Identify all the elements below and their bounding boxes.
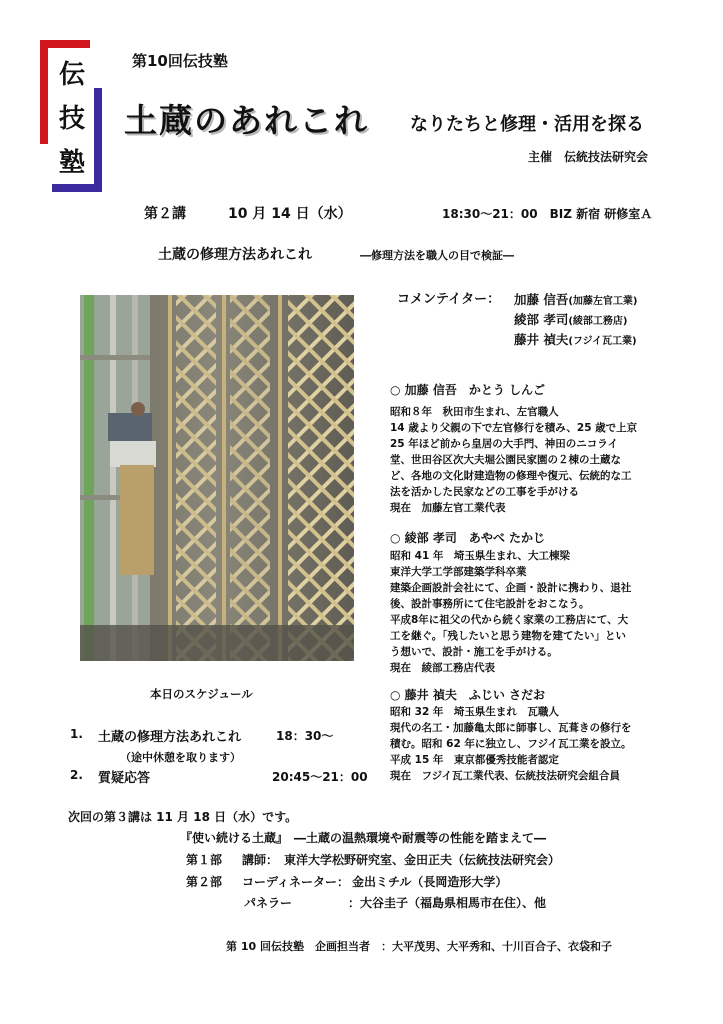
bio-line: 堂、世田谷区次大夫堀公園民家園の２棟の土蔵な: [390, 454, 621, 466]
part-number: 第２部: [186, 875, 223, 889]
lecture-date: 10 月 14 日（水）: [228, 206, 352, 222]
schedule-note: （途中休憩を取ります）: [120, 751, 241, 764]
next-lecture-intro: 次回の第３講は 11 月 18 日（水）です。: [68, 810, 298, 824]
logo-char-1: 伝: [58, 60, 85, 90]
storehouse-repair-photo: [80, 295, 354, 661]
bio-line: 昭和 41 年 埼玉県生まれ、大工棟梁: [390, 550, 571, 562]
series-title: 第10回伝技塾: [132, 52, 228, 70]
bio-line: 法を活かした民家などの工事を手がける: [390, 486, 579, 498]
bio-line: 現在 加藤左官工業代表: [390, 502, 506, 514]
bio-line: 後、設計事務所にて住宅設計をおこなう。: [390, 598, 590, 610]
part-detail: ：大谷圭子（福島県相馬市在住）、他: [348, 896, 547, 910]
bio-line: 平成 15 年 東京都優秀技能者認定: [390, 754, 559, 766]
bio-heading: ○ 綾部 孝司 あやべ たかじ: [390, 531, 546, 545]
commentator-1: [514, 289, 638, 308]
host-line: 主催 伝統技法研究会: [528, 150, 649, 164]
logo-frame-red-left: [40, 40, 48, 144]
bio-line: 建築企画設計会社にて、企画・設計に携わり、退社: [390, 582, 632, 594]
schedule-time: 18：30～: [276, 729, 334, 743]
schedule-title: 本日のスケジュール: [150, 687, 253, 701]
bio-line: ど、各地の文化財建造物の修理や復元、伝統的な工: [390, 470, 632, 482]
lecture-topic-sub: ―修理方法を職人の目で検証―: [360, 249, 514, 262]
part-detail: 東洋大学松野研究室、金田正夫（伝統技法研究会）: [284, 853, 561, 867]
bio-line: 25 年ほど前から皇居の大手門、神田のニコライ: [390, 438, 618, 450]
logo-char-2: 技: [58, 104, 85, 134]
bio-line: 昭和８年 秋田市生まれ、左官職人: [390, 406, 559, 418]
schedule-number: 2.: [70, 768, 83, 782]
bio-line: 14 歳より父親の下で左官修行を積み、25 歳で上京: [390, 422, 638, 434]
commentator-name: 綾部 孝司: [514, 312, 569, 327]
organizer-footer: 第 10 回伝技塾 企画担当者 ：大平茂男、大平秀和、十川百合子、衣袋和子: [226, 940, 612, 953]
part-detail: 金出ミチル（長岡造形大学）: [352, 875, 508, 889]
commentator-name: 藤井 禎夫: [514, 332, 569, 347]
logo-frame-blue-bottom: [52, 184, 102, 192]
bio-line: 積む。昭和 62 年に独立し、フジイ瓦工業を設立。: [390, 738, 632, 750]
schedule-number: 1.: [70, 727, 83, 741]
commentator-2: [514, 309, 628, 328]
schedule-label: 質疑応答: [98, 771, 151, 786]
lecture-time-place: 18:30～21：00 BIZ 新宿 研修室Ａ: [442, 207, 653, 221]
part-number: 第１部: [186, 853, 223, 867]
commentator-affiliation: (加藤左官工業): [568, 296, 638, 307]
bio-line: 現在 フジイ瓦工業代表、伝統技法研究会組合員: [390, 770, 621, 782]
lecture-topic: 土蔵の修理方法あれこれ: [158, 247, 312, 263]
page-title: 土蔵のあれこれ: [124, 101, 369, 140]
logo-frame-blue: [94, 88, 102, 192]
bio-line: 工を継ぐ。「残したいと思う建物を建てたい」とい: [390, 630, 627, 642]
logo-char-3: 塾: [58, 148, 85, 178]
bio-fujii: [390, 686, 632, 784]
bio-kato: [390, 381, 637, 516]
schedule-time: 20:45～21：00: [272, 770, 368, 784]
commentator-label: コメンテイター：: [397, 292, 501, 307]
bio-heading: ○ 加藤 信吾 かとう しんご: [390, 383, 546, 397]
next-lecture-theme: 『使い続ける土蔵』 ―土蔵の温熱環境や耐震等の性能を踏まえて―: [180, 831, 547, 845]
bio-line: 現代の名工・加藤亀太郎に師事し、瓦葺きの修行を: [390, 722, 632, 734]
commentator-name: 加藤 信吾: [514, 292, 569, 307]
bio-line: う想いで、設計・施工を手がける。: [390, 646, 558, 658]
part-role: 講師：: [242, 853, 279, 867]
bio-ayabe: [390, 529, 631, 676]
commentator-affiliation: (フジイ瓦工業): [568, 336, 637, 347]
bio-line: 平成8年に祖父の代から続く家業の工務店にて、大: [390, 614, 629, 626]
schedule-label: 土蔵の修理方法あれこれ: [98, 730, 242, 745]
commentator-affiliation: (綾部工務店): [568, 316, 628, 327]
bio-line: 昭和 32 年 埼玉県生まれ 瓦職人: [390, 706, 559, 718]
commentator-3: [514, 329, 637, 348]
lecture-number: 第２講: [144, 206, 186, 222]
part-role: パネラー: [244, 896, 293, 910]
page-subtitle: なりたちと修理・活用を探る: [410, 114, 644, 135]
bio-line: 現在 綾部工務店代表: [390, 662, 495, 674]
part-role: コーディネーター：: [242, 875, 350, 889]
bio-heading: ○ 藤井 禎夫 ふじい さだお: [390, 688, 546, 702]
bio-line: 東洋大学工学部建築学科卒業: [390, 566, 527, 578]
